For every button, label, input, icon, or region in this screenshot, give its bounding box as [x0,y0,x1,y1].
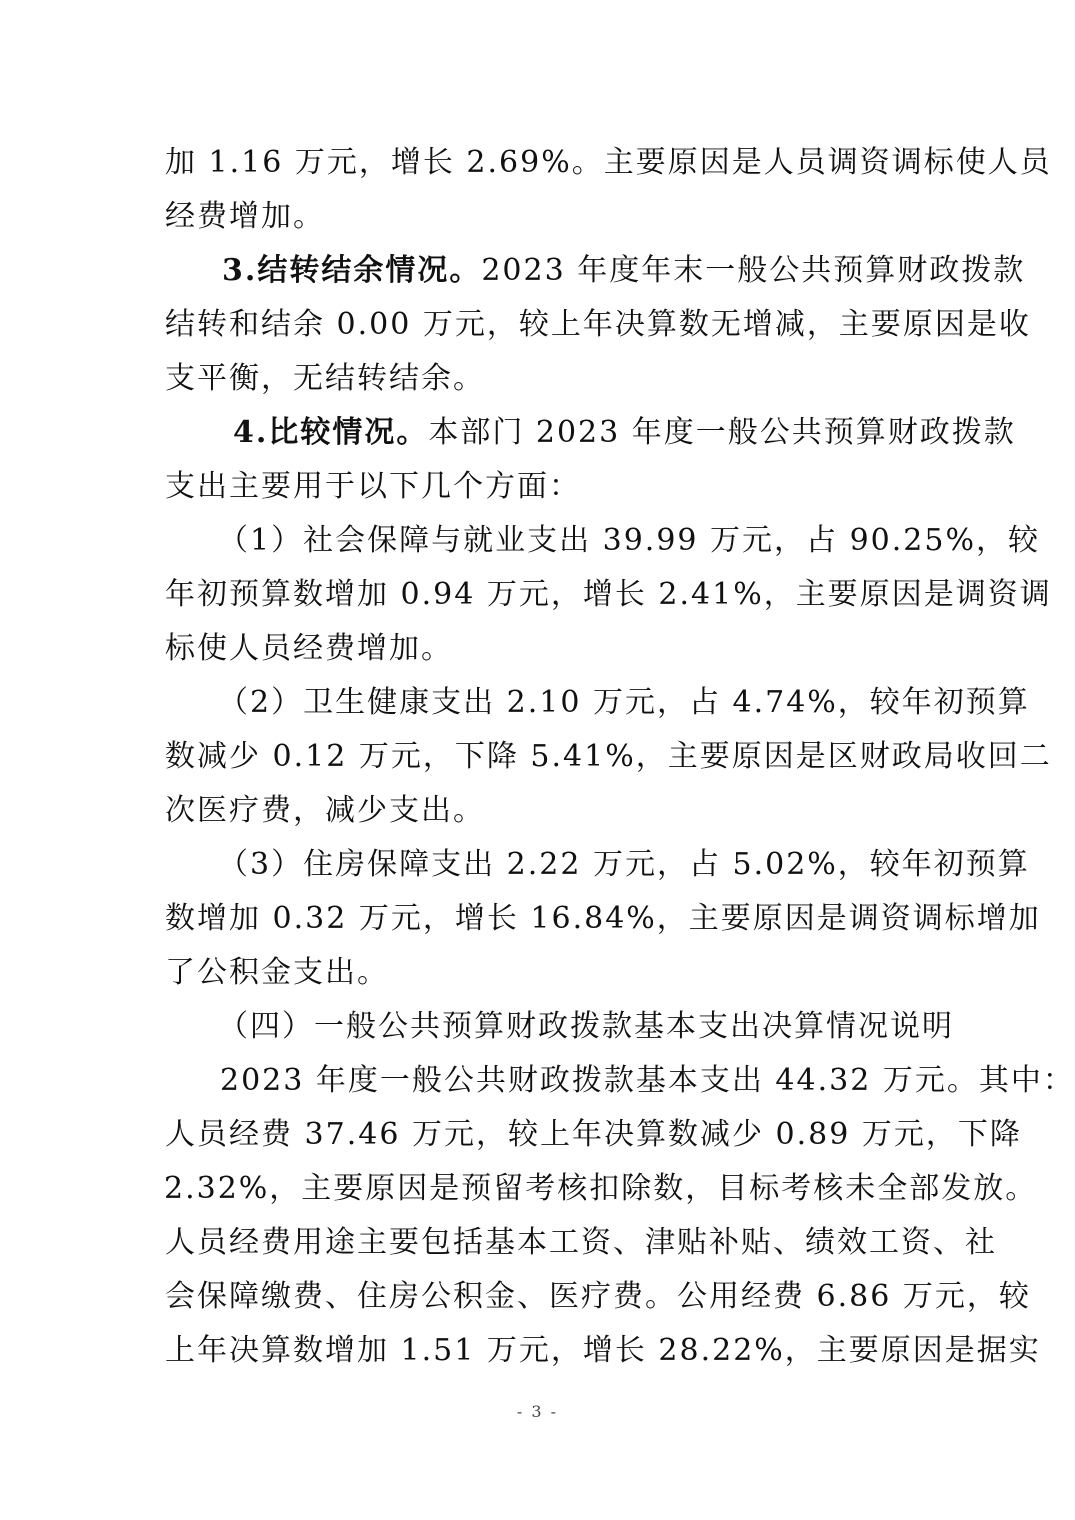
section-4-line [233,413,1016,453]
paragraph-line-4: 结转和结余 0.00 万元，较上年决算数无增减，主要原因是收 [165,307,1031,342]
paragraph-line-23: 上年决算数增加 1.51 万元，增长 28.22%，主要原因是据实 [165,1333,1041,1368]
paragraph-line-21: 人员经费用途主要包括基本工资、津贴补贴、绩效工资、社 [165,1225,997,1260]
paragraph-line-9: 年初预算数增加 0.94 万元，增长 2.41%，主要原因是调资调 [165,577,1052,612]
paragraph-line-16: 了公积金支出。 [165,955,389,990]
paragraph-line-8: （1）社会保障与就业支出 39.99 万元，占 90.25%，较 [218,523,1040,558]
paragraph-line-7: 支出主要用于以下几个方面： [165,469,581,504]
paragraph-line-14: （3）住房保障支出 2.22 万元，占 5.02%，较年初预算 [218,847,1030,882]
paragraph-line-20: 2.32%，主要原因是预留考核扣除数，目标考核未全部发放。 [164,1171,1038,1206]
paragraph-line-12: 数减少 0.12 万元，下降 5.41%，主要原因是区财政局收回二 [165,739,1052,774]
paragraph-line-5: 支平衡，无结转结余。 [165,361,485,396]
section-3-heading: 3.结转结余情况。 [222,253,482,288]
paragraph-line-13: 次医疗费，减少支出。 [165,793,485,828]
section-3-text: 2023 年度年末一般公共预算财政拨款 [481,253,1026,288]
paragraph-line-1: 加 1.16 万元，增长 2.69%。主要原因是人员调资调标使人员 [165,145,1052,180]
paragraph-line-19: 人员经费 37.46 万元，较上年决算数减少 0.89 万元，下降 [165,1117,1022,1152]
section-4-text: 本部门 2023 年度一般公共预算财政拨款 [428,415,1016,450]
paragraph-line-10: 标使人员经费增加。 [165,631,453,666]
section-heading-four: （四）一般公共预算财政拨款基本支出决算情况说明 [218,1009,954,1044]
page-number: - 3 - [516,1402,559,1421]
paragraph-line-22: 会保障缴费、住房公积金、医疗费。公用经费 6.86 万元，较 [165,1279,1031,1314]
paragraph-line-2: 经费增加。 [165,199,325,234]
paragraph-line-18: 2023 年度一般公共财政拨款基本支出 44.32 万元。其中： [220,1063,1075,1098]
paragraph-line-11: （2）卫生健康支出 2.10 万元，占 4.74%，较年初预算 [218,685,1030,720]
section-3-line [222,251,1025,291]
paragraph-line-15: 数增加 0.32 万元，增长 16.84%，主要原因是调资调标增加 [165,901,1041,936]
section-4-heading: 4.比较情况。 [233,415,429,450]
